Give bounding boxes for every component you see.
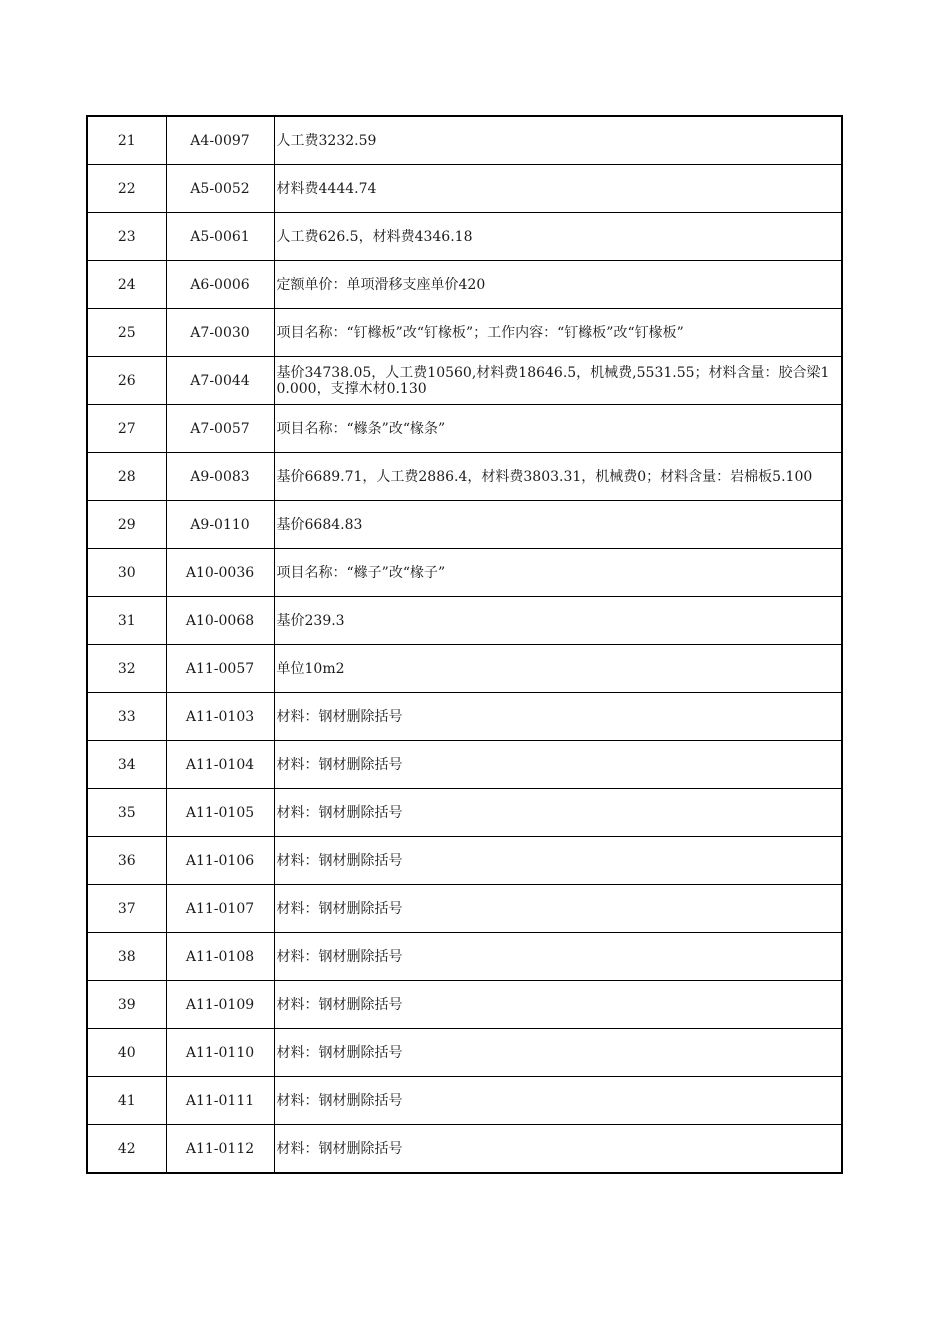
row-number-cell: 24 — [87, 261, 166, 309]
quota-code-cell: A4-0097 — [166, 116, 274, 165]
quota-code-cell: A11-0057 — [166, 645, 274, 693]
correction-description-cell: 人工费3232.59 — [274, 116, 842, 165]
correction-description-cell: 人工费626.5，材料费4346.18 — [274, 213, 842, 261]
quota-code-cell: A11-0103 — [166, 693, 274, 741]
table-row — [87, 405, 842, 453]
table-row — [87, 837, 842, 885]
table-row — [87, 116, 842, 165]
quota-code-cell: A11-0112 — [166, 1125, 274, 1174]
row-number-cell: 33 — [87, 693, 166, 741]
quota-code-cell: A11-0107 — [166, 885, 274, 933]
correction-description-cell: 材料费4444.74 — [274, 165, 842, 213]
quota-code-cell: A11-0104 — [166, 741, 274, 789]
correction-description-cell: 项目名称：“钉橼板”改“钉椽板”；工作内容：“钉橼板”改“钉椽板” — [274, 309, 842, 357]
table-row — [87, 1125, 842, 1174]
quota-code-cell: A6-0006 — [166, 261, 274, 309]
table-row — [87, 453, 842, 501]
correction-description-cell: 基价34738.05，人工费10560,材料费18646.5，机械费,5531.55；材料含量：胶合梁10.000，支撑木材0.130 — [274, 357, 842, 405]
row-number-cell: 41 — [87, 1077, 166, 1125]
correction-description-cell: 材料：钢材删除括号 — [274, 789, 842, 837]
quota-code-cell: A9-0083 — [166, 453, 274, 501]
row-number-cell: 32 — [87, 645, 166, 693]
correction-description-cell: 定额单价：单项滑移支座单价420 — [274, 261, 842, 309]
correction-description-cell: 基价6684.83 — [274, 501, 842, 549]
corrections-table — [86, 115, 843, 1174]
correction-description-cell: 材料：钢材删除括号 — [274, 981, 842, 1029]
correction-description-cell: 材料：钢材删除括号 — [274, 693, 842, 741]
row-number-cell: 39 — [87, 981, 166, 1029]
row-number-cell: 22 — [87, 165, 166, 213]
row-number-cell: 37 — [87, 885, 166, 933]
correction-description-cell: 基价239.3 — [274, 597, 842, 645]
row-number-cell: 40 — [87, 1029, 166, 1077]
table-row — [87, 741, 842, 789]
table-row — [87, 165, 842, 213]
quota-code-cell: A7-0030 — [166, 309, 274, 357]
row-number-cell: 35 — [87, 789, 166, 837]
row-number-cell: 29 — [87, 501, 166, 549]
table-row — [87, 1029, 842, 1077]
correction-description-cell: 材料：钢材删除括号 — [274, 885, 842, 933]
quota-code-cell: A5-0052 — [166, 165, 274, 213]
quota-code-cell: A10-0068 — [166, 597, 274, 645]
table-row — [87, 309, 842, 357]
quota-code-cell: A9-0110 — [166, 501, 274, 549]
row-number-cell: 27 — [87, 405, 166, 453]
row-number-cell: 42 — [87, 1125, 166, 1174]
correction-description-cell: 材料：钢材删除括号 — [274, 1077, 842, 1125]
quota-code-cell: A5-0061 — [166, 213, 274, 261]
table-row — [87, 549, 842, 597]
table-row — [87, 645, 842, 693]
quota-code-cell: A11-0105 — [166, 789, 274, 837]
table-row — [87, 981, 842, 1029]
table-row — [87, 357, 842, 405]
quota-code-cell: A11-0106 — [166, 837, 274, 885]
row-number-cell: 26 — [87, 357, 166, 405]
quota-code-cell: A11-0111 — [166, 1077, 274, 1125]
row-number-cell: 23 — [87, 213, 166, 261]
quota-code-cell: A10-0036 — [166, 549, 274, 597]
quota-code-cell: A7-0044 — [166, 357, 274, 405]
row-number-cell: 30 — [87, 549, 166, 597]
correction-description-cell: 材料：钢材删除括号 — [274, 933, 842, 981]
row-number-cell: 21 — [87, 116, 166, 165]
correction-description-cell: 材料：钢材删除括号 — [274, 1125, 842, 1174]
quota-code-cell: A11-0108 — [166, 933, 274, 981]
correction-description-cell: 材料：钢材删除括号 — [274, 741, 842, 789]
quota-code-cell: A7-0057 — [166, 405, 274, 453]
row-number-cell: 38 — [87, 933, 166, 981]
quota-code-cell: A11-0110 — [166, 1029, 274, 1077]
table-row — [87, 789, 842, 837]
table-row — [87, 261, 842, 309]
table-row — [87, 597, 842, 645]
table-row — [87, 885, 842, 933]
row-number-cell: 28 — [87, 453, 166, 501]
table-row — [87, 693, 842, 741]
correction-description-cell: 项目名称：“橼条”改“椽条” — [274, 405, 842, 453]
table-row — [87, 933, 842, 981]
correction-description-cell: 材料：钢材删除括号 — [274, 1029, 842, 1077]
table-body — [87, 116, 842, 1173]
table-row — [87, 213, 842, 261]
table-row — [87, 501, 842, 549]
correction-description-cell: 项目名称：“橼子”改“椽子” — [274, 549, 842, 597]
row-number-cell: 34 — [87, 741, 166, 789]
correction-description-cell: 材料：钢材删除括号 — [274, 837, 842, 885]
row-number-cell: 25 — [87, 309, 166, 357]
correction-description-cell: 单位10m2 — [274, 645, 842, 693]
correction-description-cell: 基价6689.71，人工费2886.4，材料费3803.31，机械费0；材料含量：岩棉板5.100 — [274, 453, 842, 501]
quota-code-cell: A11-0109 — [166, 981, 274, 1029]
table-row — [87, 1077, 842, 1125]
row-number-cell: 31 — [87, 597, 166, 645]
row-number-cell: 36 — [87, 837, 166, 885]
